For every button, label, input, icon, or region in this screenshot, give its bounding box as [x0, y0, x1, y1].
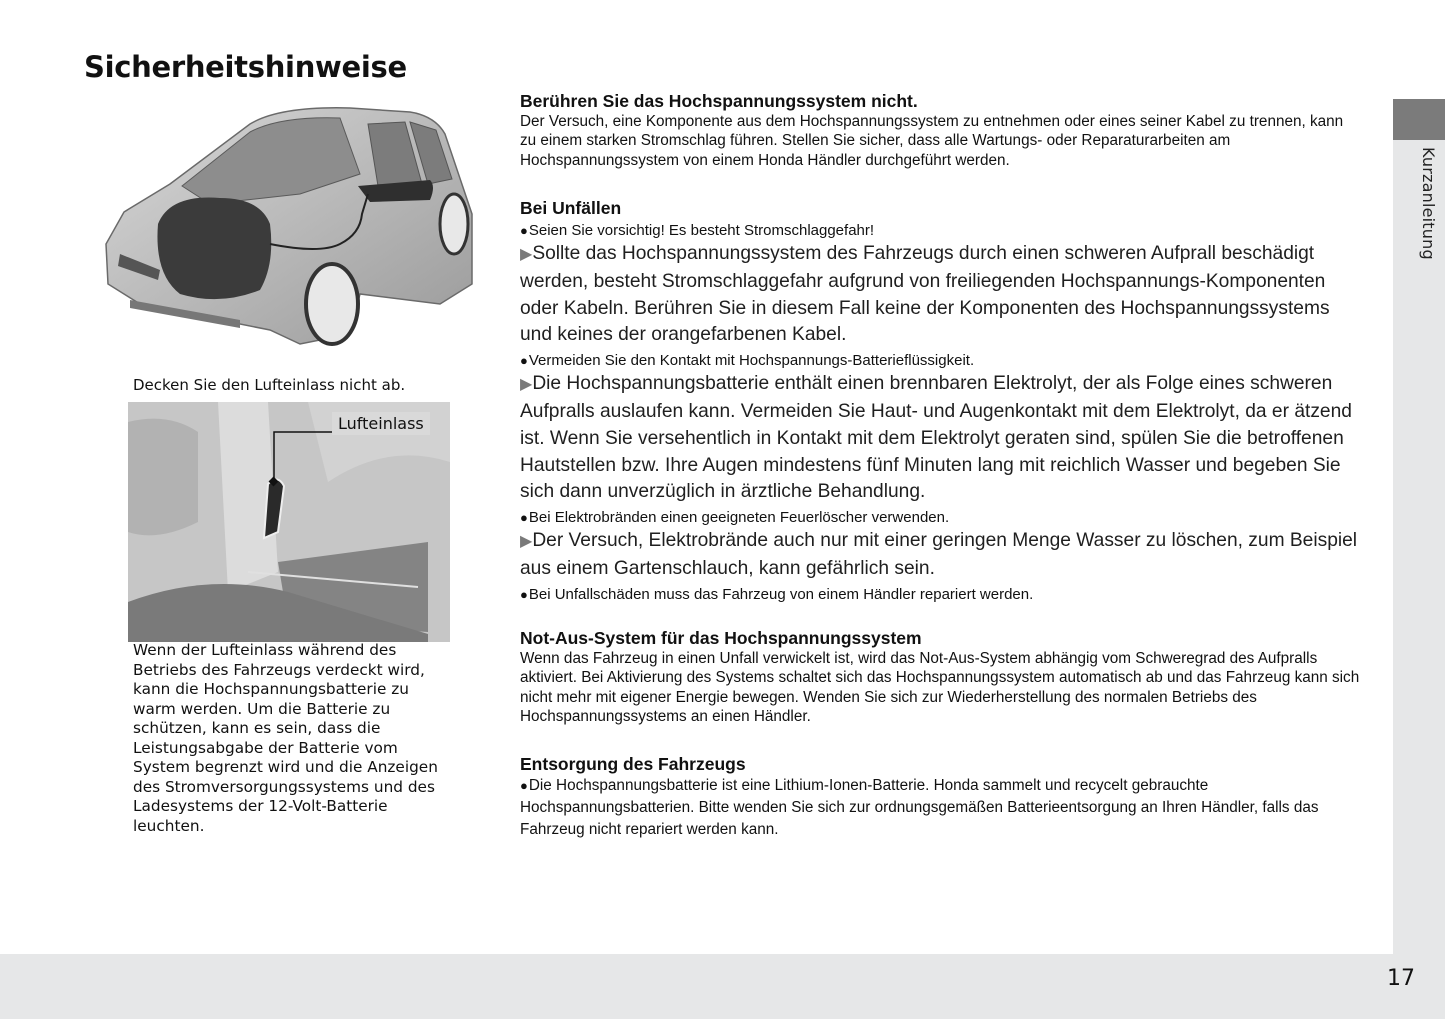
- arrow-icon: ▶: [520, 533, 533, 551]
- page-number: 17: [1387, 966, 1415, 991]
- bullet-icon: ●: [520, 510, 528, 526]
- bullet-item: ●Seien Sie vorsichtig! Es besteht Stromschlaggefahr!: [520, 222, 875, 239]
- page-title: Sicherheitshinweise: [84, 50, 407, 84]
- trunk-air-intake-icon: [128, 402, 450, 642]
- section-emergency-stop: [520, 628, 1360, 727]
- arrow-icon: ▶: [520, 246, 533, 263]
- section-tab[interactable]: [1393, 140, 1445, 954]
- bullet-detail: ▶Der Versuch, Elektrobrände auch nur mit einer geringen Menge Wasser zu löschen, zum Beispiel aus einem Gartenschlauch, kann gefährlich sein.: [520, 530, 1358, 579]
- section-accidents: [520, 198, 1360, 605]
- section-heading: Bei Unfällen: [520, 198, 622, 218]
- car-illustration: [100, 94, 480, 350]
- bullet-detail: ▶Die Hochspannungsbatterie enthält einen brennbaren Elektrolyt, der als Folge eines schweren Aufpralls auslaufen kann. Vermeiden Sie Haut- und Augenkontakt mit dem Elektrolyt, da er ätzend ist. Wenn Sie versehentlich in Kontakt mit dem Elektrolyt geraten sind, spülen Sie die betroffenen Hautstellen bzw. Ihre Augen mindestens fünf Minuten lang mit reichlich Wasser und begeben Sie sich dann unverzüglich in ärztliche Behandlung.: [520, 373, 1352, 503]
- bullet-item: ●Die Hochspannungsbatterie ist eine Lithium-Ionen-Batterie. Honda sammelt und recycelt gebrauchte Hochspannungsbatterien. Bitte wenden Sie sich zur ordnungsgemäßen Batterieentsorgung an Ihren Händler, falls das Fahrzeug nicht repariert werden kann.: [520, 777, 1319, 838]
- bullet-item: ●Bei Elektrobränden einen geeigneten Feuerlöscher verwenden.: [520, 509, 950, 527]
- hybrid-car-cutaway-icon: [100, 94, 480, 350]
- section-body: Wenn das Fahrzeug in einen Unfall verwickelt ist, wird das Not-Aus-System abhängig vom Schweregrad des Aufpralls aktiviert. Bei Aktivierung des Systems schaltet sich das Hochspannungssystem automatisch ab und das Fahrzeug kann sich nicht mehr mit eigener Energie bewegen. Wenden Sie sich zur Wiederherstellung des normalen Betriebs des Hochspannungssystems an einen Händler.: [520, 650, 1360, 726]
- section-heading: Entsorgung des Fahrzeugs: [520, 754, 746, 774]
- section-disposal: [520, 754, 1360, 841]
- section-tab-label[interactable]: Kurzanleitung: [1419, 147, 1438, 260]
- bullet-icon: ●: [520, 778, 528, 793]
- section-heading: Berühren Sie das Hochspannungssystem nicht.: [520, 91, 918, 111]
- figure-description: Wenn der Lufteinlass während des Betriebs des Fahrzeugs verdeckt wird, kann die Hochspannungsbatterie zu warm werden. Um die Batterie zu schützen, kann es sein, dass die Leistungsabgabe der Batterie vom System begrenzt wird und die Anzeigen des Stromversorgungssystems und des Ladesystems der 12-Volt-Batterie leuchten.: [133, 641, 438, 835]
- figure-caption: Decken Sie den Lufteinlass nicht ab.: [133, 376, 406, 394]
- arrow-icon: ▶: [520, 376, 533, 394]
- section-body: Der Versuch, eine Komponente aus dem Hochspannungssystem zu entnehmen oder eines seiner Kabel zu trennen, kann zu einem starken Stromschlag führen. Stellen Sie sicher, dass alle Wartungs- oder Reparaturarbeiten am Hochspannungssystem von einem Honda Händler durchgeführt werden.: [520, 113, 1344, 169]
- bullet-icon: ●: [520, 586, 528, 602]
- section-no-touch: [520, 91, 1360, 170]
- bullet-icon: ●: [520, 353, 528, 369]
- bullet-detail: ▶Sollte das Hochspannungssystem des Fahrzeugs durch einen schweren Aufprall beschädigt werden, besteht Stromschlaggefahr aufgrund von freiliegenden Hochspannungs-Komponenten oder Kabeln. Berühren Sie in diesem Fall keine der Komponenten des Hochspannungssystems und keines der orangefarbenen Kabel.: [520, 243, 1330, 346]
- section-tab-marker: [1393, 99, 1445, 140]
- bullet-item: ●Vermeiden Sie den Kontakt mit Hochspannungs-Batterieflüssigkeit.: [520, 352, 975, 370]
- bullet-icon: ●: [520, 223, 528, 238]
- section-heading: Not-Aus-System für das Hochspannungssystem: [520, 628, 922, 648]
- footer-band: [0, 954, 1445, 1019]
- bullet-item: ●Bei Unfallschäden muss das Fahrzeug von einem Händler repariert werden.: [520, 585, 1034, 603]
- air-intake-callout: Lufteinlass: [332, 412, 430, 435]
- air-intake-illustration: [128, 402, 450, 642]
